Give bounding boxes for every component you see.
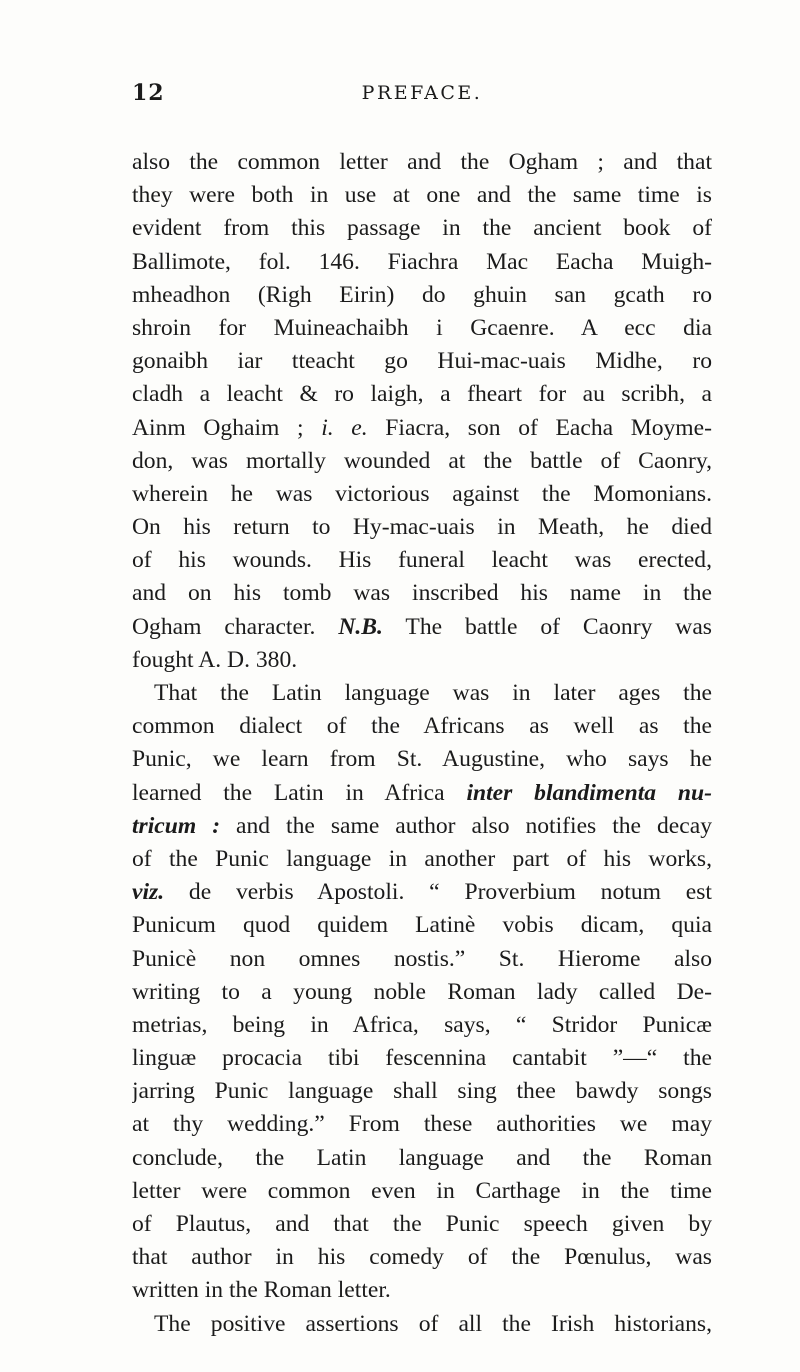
text-line (132, 677, 712, 710)
text-line (132, 644, 712, 677)
text-line (132, 1142, 712, 1175)
text-run: and on his tomb was inscribed his name in the (132, 580, 712, 607)
emphasized-text: inter blandimenta nu- (466, 779, 712, 806)
text-run: common dialect of the Africans as well as the (132, 713, 712, 740)
text-run: On his return to Hy-mac-uais in Meath, he died (132, 514, 712, 541)
text-run: that author in his comedy of the Pœnulus, was (132, 1244, 712, 1271)
text-run: fought A. D. 380. (132, 646, 298, 673)
text-line (132, 1274, 712, 1307)
text-line (132, 611, 712, 644)
text-line (132, 544, 712, 577)
text-run: letter were common even in Carthage in the time (132, 1177, 712, 1204)
text-run: gonaibh iar tteacht go Hui-mac-uais Midhe, ro (132, 348, 712, 375)
text-line (132, 876, 712, 909)
text-run: evident from this passage in the ancient book of (132, 215, 712, 242)
text-line (132, 345, 712, 378)
text-run: Ainm Oghaim ; (132, 414, 322, 441)
emphasized-text: viz. (132, 879, 165, 906)
text-line (132, 1175, 712, 1208)
text-run: Ogham character. (132, 613, 339, 640)
text-run: linguæ procacia tibi fescennina cantabit ”—“ the (132, 1045, 712, 1072)
emphasized-text: N.B. (338, 613, 383, 640)
text-run: shroin for Muineachaibh i Gcaenre. A ecc dia (132, 314, 712, 341)
text-run: at thy wedding.” From these authorities we may (132, 1111, 712, 1138)
text-line (132, 279, 712, 312)
text-run: The battle of Caonry was (382, 613, 712, 640)
text-run: de verbis Apostoli. “ Proverbium notum est (164, 879, 712, 906)
text-run: of the Punic language in another part of his works, (132, 845, 712, 872)
text-run: Punicum quod quidem Latinè vobis dicam, quia (132, 912, 712, 939)
text-line (132, 1042, 712, 1075)
text-line (132, 378, 712, 411)
text-line (132, 212, 712, 245)
page-header (132, 80, 712, 112)
text-line (132, 1009, 712, 1042)
page-number: 12 (132, 80, 165, 106)
text-line (132, 1208, 712, 1241)
text-line (132, 1241, 712, 1274)
text-run: conclude, the Latin language and the Roman (132, 1144, 712, 1171)
text-line (132, 511, 712, 544)
emphasized-text: i. e. (321, 414, 368, 441)
text-run: writing to a young noble Roman lady called De- (132, 978, 712, 1005)
text-run: they were both in use at one and the same time is (132, 182, 712, 209)
text-line (132, 743, 712, 776)
text-line (132, 976, 712, 1009)
text-run: written in the Roman letter. (132, 1277, 391, 1304)
text-run: don, was mortally wounded at the battle of Caonry, (132, 447, 712, 474)
text-line (132, 577, 712, 610)
text-run: Ballimote, fol. 146. Fiachra Mac Eacha Muigh- (132, 248, 712, 275)
text-line (132, 146, 712, 179)
text-run: wherein he was victorious against the Momonians. (132, 480, 712, 507)
text-line (132, 909, 712, 942)
text-run: metrias, being in Africa, says, “ Stridor Punicæ (132, 1011, 712, 1038)
emphasized-text: tricum : (132, 812, 221, 839)
text-run: of Plautus, and that the Punic speech given by (132, 1211, 712, 1237)
text-line (132, 312, 712, 345)
text-run: The positive assertions of all the Irish historians, (154, 1310, 712, 1337)
text-run: Fiacra, son of Eacha Moyme- (367, 414, 712, 441)
text-run: and the same author also notifies the decay (220, 812, 712, 839)
text-run: Punic, we learn from St. Augustine, who says he (132, 746, 712, 773)
text-run: That the Latin language was in later ages the (154, 680, 712, 706)
text-line (132, 179, 712, 212)
text-line (132, 777, 712, 810)
text-run: of his wounds. His funeral leacht was erected, (132, 547, 712, 574)
text-run: learned the Latin in Africa (132, 779, 467, 806)
text-line (132, 710, 712, 743)
text-line (132, 1108, 712, 1141)
body-text (132, 146, 712, 1341)
text-line (132, 1308, 712, 1341)
text-line (132, 246, 712, 279)
text-run: Punicè non omnes nostis.” St. Hierome also (132, 945, 712, 972)
text-line (132, 810, 712, 843)
running-head: PREFACE. (361, 82, 483, 104)
text-run: cladh a leacht & ro laigh, a fheart for au scribh, a (132, 381, 712, 408)
text-line (132, 445, 712, 478)
text-run: also the common letter and the Ogham ; and that (132, 149, 712, 175)
text-run: mheadhon (Righ Eirin) do ghuin san gcath ro (132, 281, 712, 308)
text-line (132, 943, 712, 976)
text-line (132, 412, 712, 445)
text-run: jarring Punic language shall sing thee bawdy songs (132, 1078, 712, 1105)
text-line (132, 478, 712, 511)
text-line (132, 843, 712, 876)
text-line (132, 1075, 712, 1108)
